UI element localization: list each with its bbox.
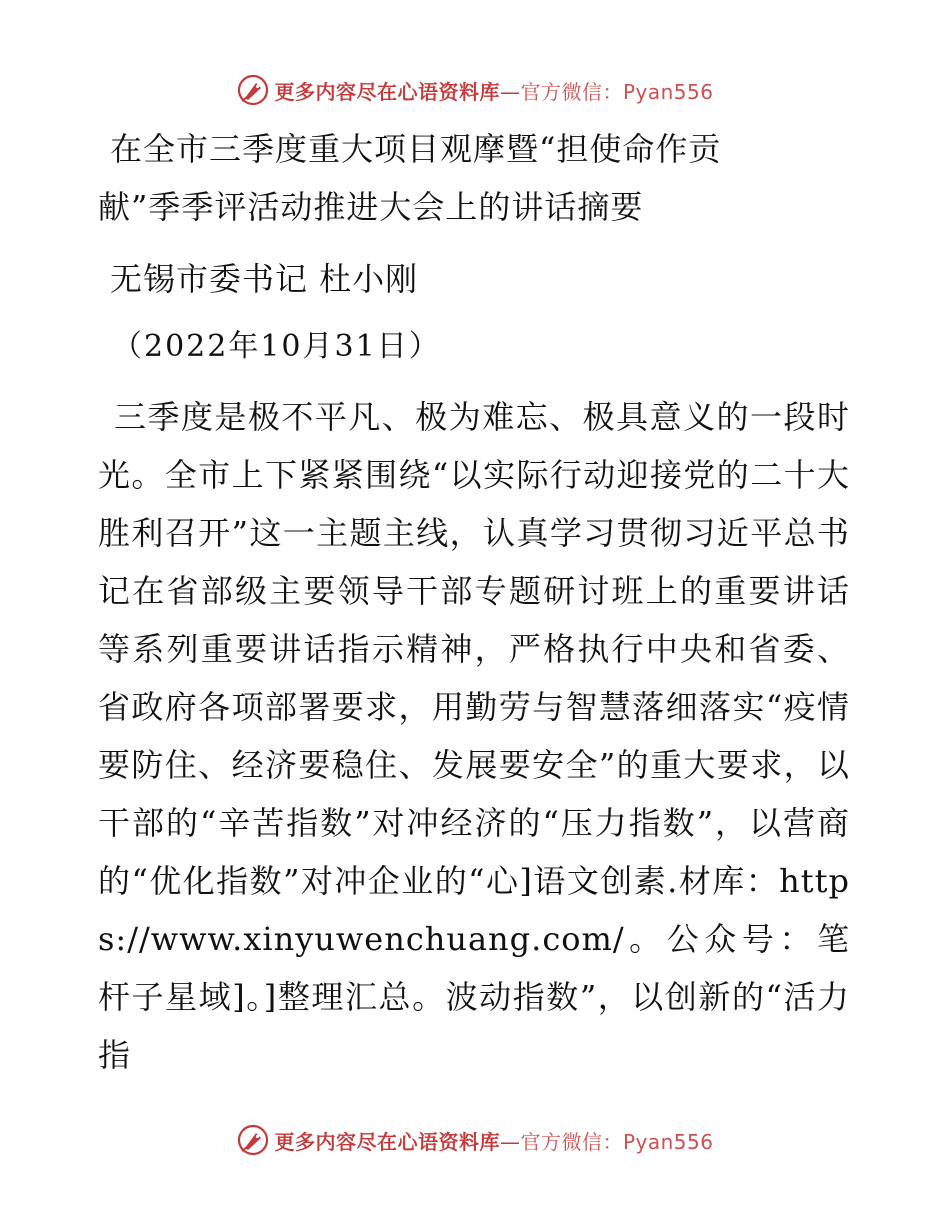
date-line: （2022年10月31日） <box>112 329 441 364</box>
banner-text <box>274 76 713 105</box>
document-content <box>98 120 850 1084</box>
title-line-2: 献”季季评活动推进大会上的讲话摘要 <box>98 188 644 226</box>
pen-nib-logo-icon <box>236 73 270 107</box>
author-line: 无锡市委书记 杜小刚 <box>110 260 419 298</box>
banner-dash: — <box>499 1129 521 1154</box>
footer-watermark-banner <box>0 1118 950 1162</box>
banner-text <box>274 1126 713 1155</box>
banner-dash: — <box>499 79 521 104</box>
pen-nib-logo-icon <box>236 1123 270 1157</box>
document-title <box>98 120 850 236</box>
banner-library-text: 更多内容尽在心语资料库 <box>274 1129 500 1154</box>
banner-wechat-text: 官方微信：Pyan556 <box>520 79 714 104</box>
banner-library-text: 更多内容尽在心语资料库 <box>274 79 500 104</box>
banner-wechat-text: 官方微信：Pyan556 <box>520 1129 714 1154</box>
body-paragraph: 三季度是极不平凡、极为难忘、极具意义的一段时光。全市上下紧紧围绕“以实际行动迎接党的二十大胜利召开”这一主题主线，认真学习贯彻习近平总书记在省部级主要领导干部专题研讨班上的重要讲话等系列重要讲话指示精神，严格执行中央和省委、省政府各项部署要求，用勤劳与智慧落细落实“疫情要防住、经济要稳住、发展要安全”的重大要求，以干部的“辛苦指数”对冲经济的“压力指数”，以营商的“优化指数”对冲企业的“心]语文创素.材库：https://www.xinyuwenchuang.com/。公众号：笔杆子星域]。]整理汇总。波动指数”，以创新的“活力指 <box>98 398 850 1074</box>
title-line-1: 在全市三季度重大项目观摩暨“担使命作贡 <box>110 130 722 168</box>
header-watermark-banner <box>0 68 950 112</box>
